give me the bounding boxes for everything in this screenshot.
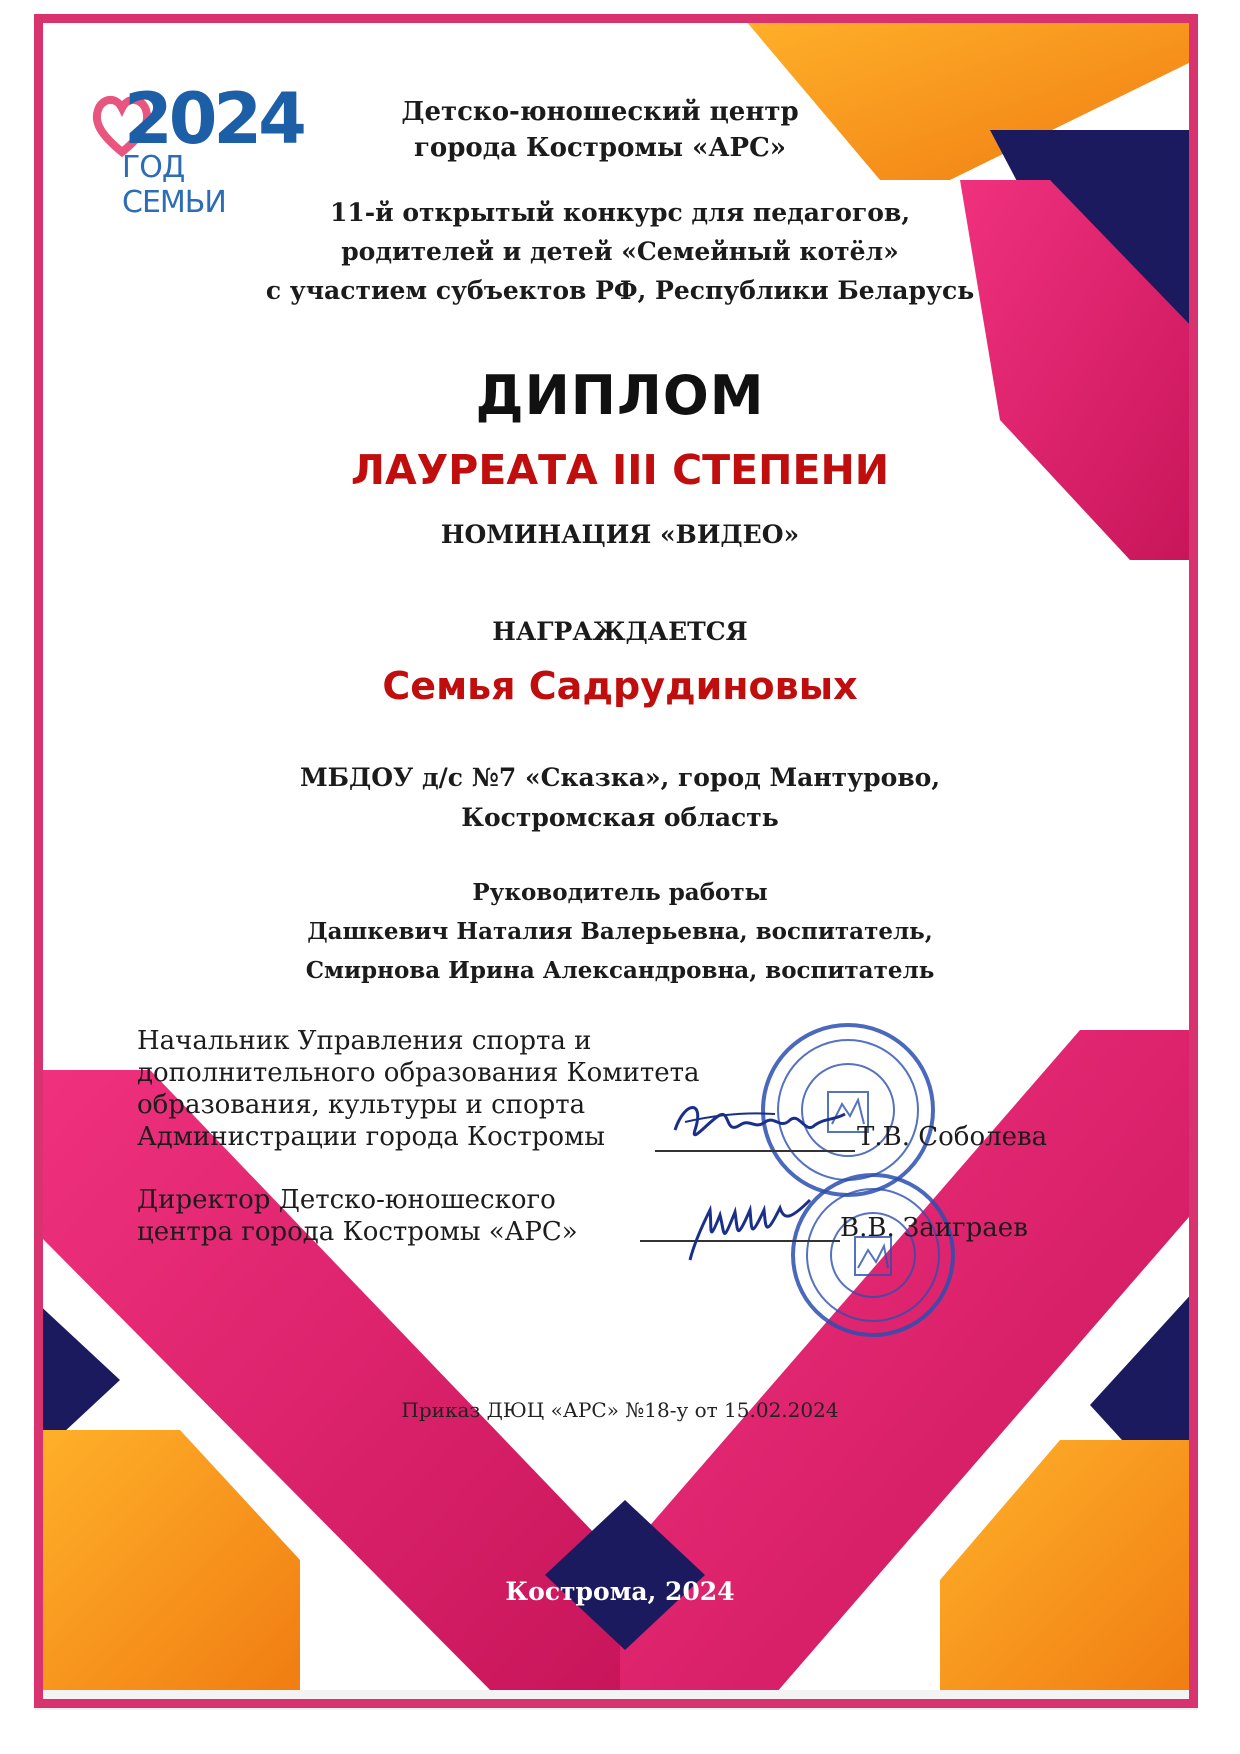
signature-2: [680, 1190, 830, 1270]
awarded-label: НАГРАЖДАЕТСЯ: [492, 617, 748, 646]
supervisors: [0, 873, 1240, 990]
laureate-degree: ЛАУРЕАТА III СТЕПЕНИ: [350, 446, 890, 494]
signatory-1-line-1: Начальник Управления спорта и: [137, 1026, 592, 1056]
institution-line-2: Костромская область: [461, 803, 779, 832]
organization-line-1: Детско-юношеский центр: [401, 97, 799, 127]
contest-line-2: родителей и детей «Семейный котёл»: [341, 237, 899, 266]
supervisor-2: Смирнова Ирина Александровна, воспитатель: [305, 957, 935, 984]
supervisors-label: Руководитель работы: [472, 879, 768, 906]
signatory-2-position: [137, 1184, 697, 1248]
supervisor-1: Дашкевич Наталия Валерьевна, воспитатель,: [307, 918, 933, 945]
logo-subtitle: ГОД СЕМЬИ: [122, 150, 226, 220]
contest-description: [0, 193, 1240, 310]
diploma-title: ДИПЛОМ: [475, 364, 765, 427]
order-reference: Приказ ДЮЦ «АРС» №18-у от 15.02.2024: [401, 1398, 839, 1422]
organization-line-2: города Костромы «АРС»: [413, 133, 787, 163]
nomination: НОМИНАЦИЯ «ВИДЕО»: [440, 520, 800, 549]
signatory-1-line-4: Администрации города Костромы: [137, 1122, 605, 1152]
signatory-1-line-2: дополнительного образования Комитета: [137, 1058, 700, 1088]
footer-city-year: Кострома, 2024: [505, 1577, 735, 1606]
institution-line-1: МБДОУ д/с №7 «Сказка», город Мантурово,: [299, 763, 941, 792]
contest-line-3: с участием субъектов РФ, Республики Беларусь: [265, 276, 975, 305]
signatory-2-name: В.В. Заиграев: [840, 1213, 1028, 1243]
signature-1: [665, 1090, 855, 1160]
logo-year: 2024: [124, 78, 303, 160]
recipient-name: Семья Садрудиновых: [382, 664, 858, 708]
signatory-2-line-1: Директор Детско-юношеского: [137, 1185, 556, 1215]
signatory-1-line-3: образования, культуры и спорта: [137, 1090, 586, 1120]
organization-name: [250, 94, 950, 166]
institution: [0, 758, 1240, 838]
signatory-1-name: Т.В. Соболева: [857, 1122, 1048, 1152]
signatory-2-line-2: центра города Костромы «АРС»: [137, 1217, 578, 1247]
contest-line-1: 11-й открытый конкурс для педагогов,: [329, 198, 911, 227]
